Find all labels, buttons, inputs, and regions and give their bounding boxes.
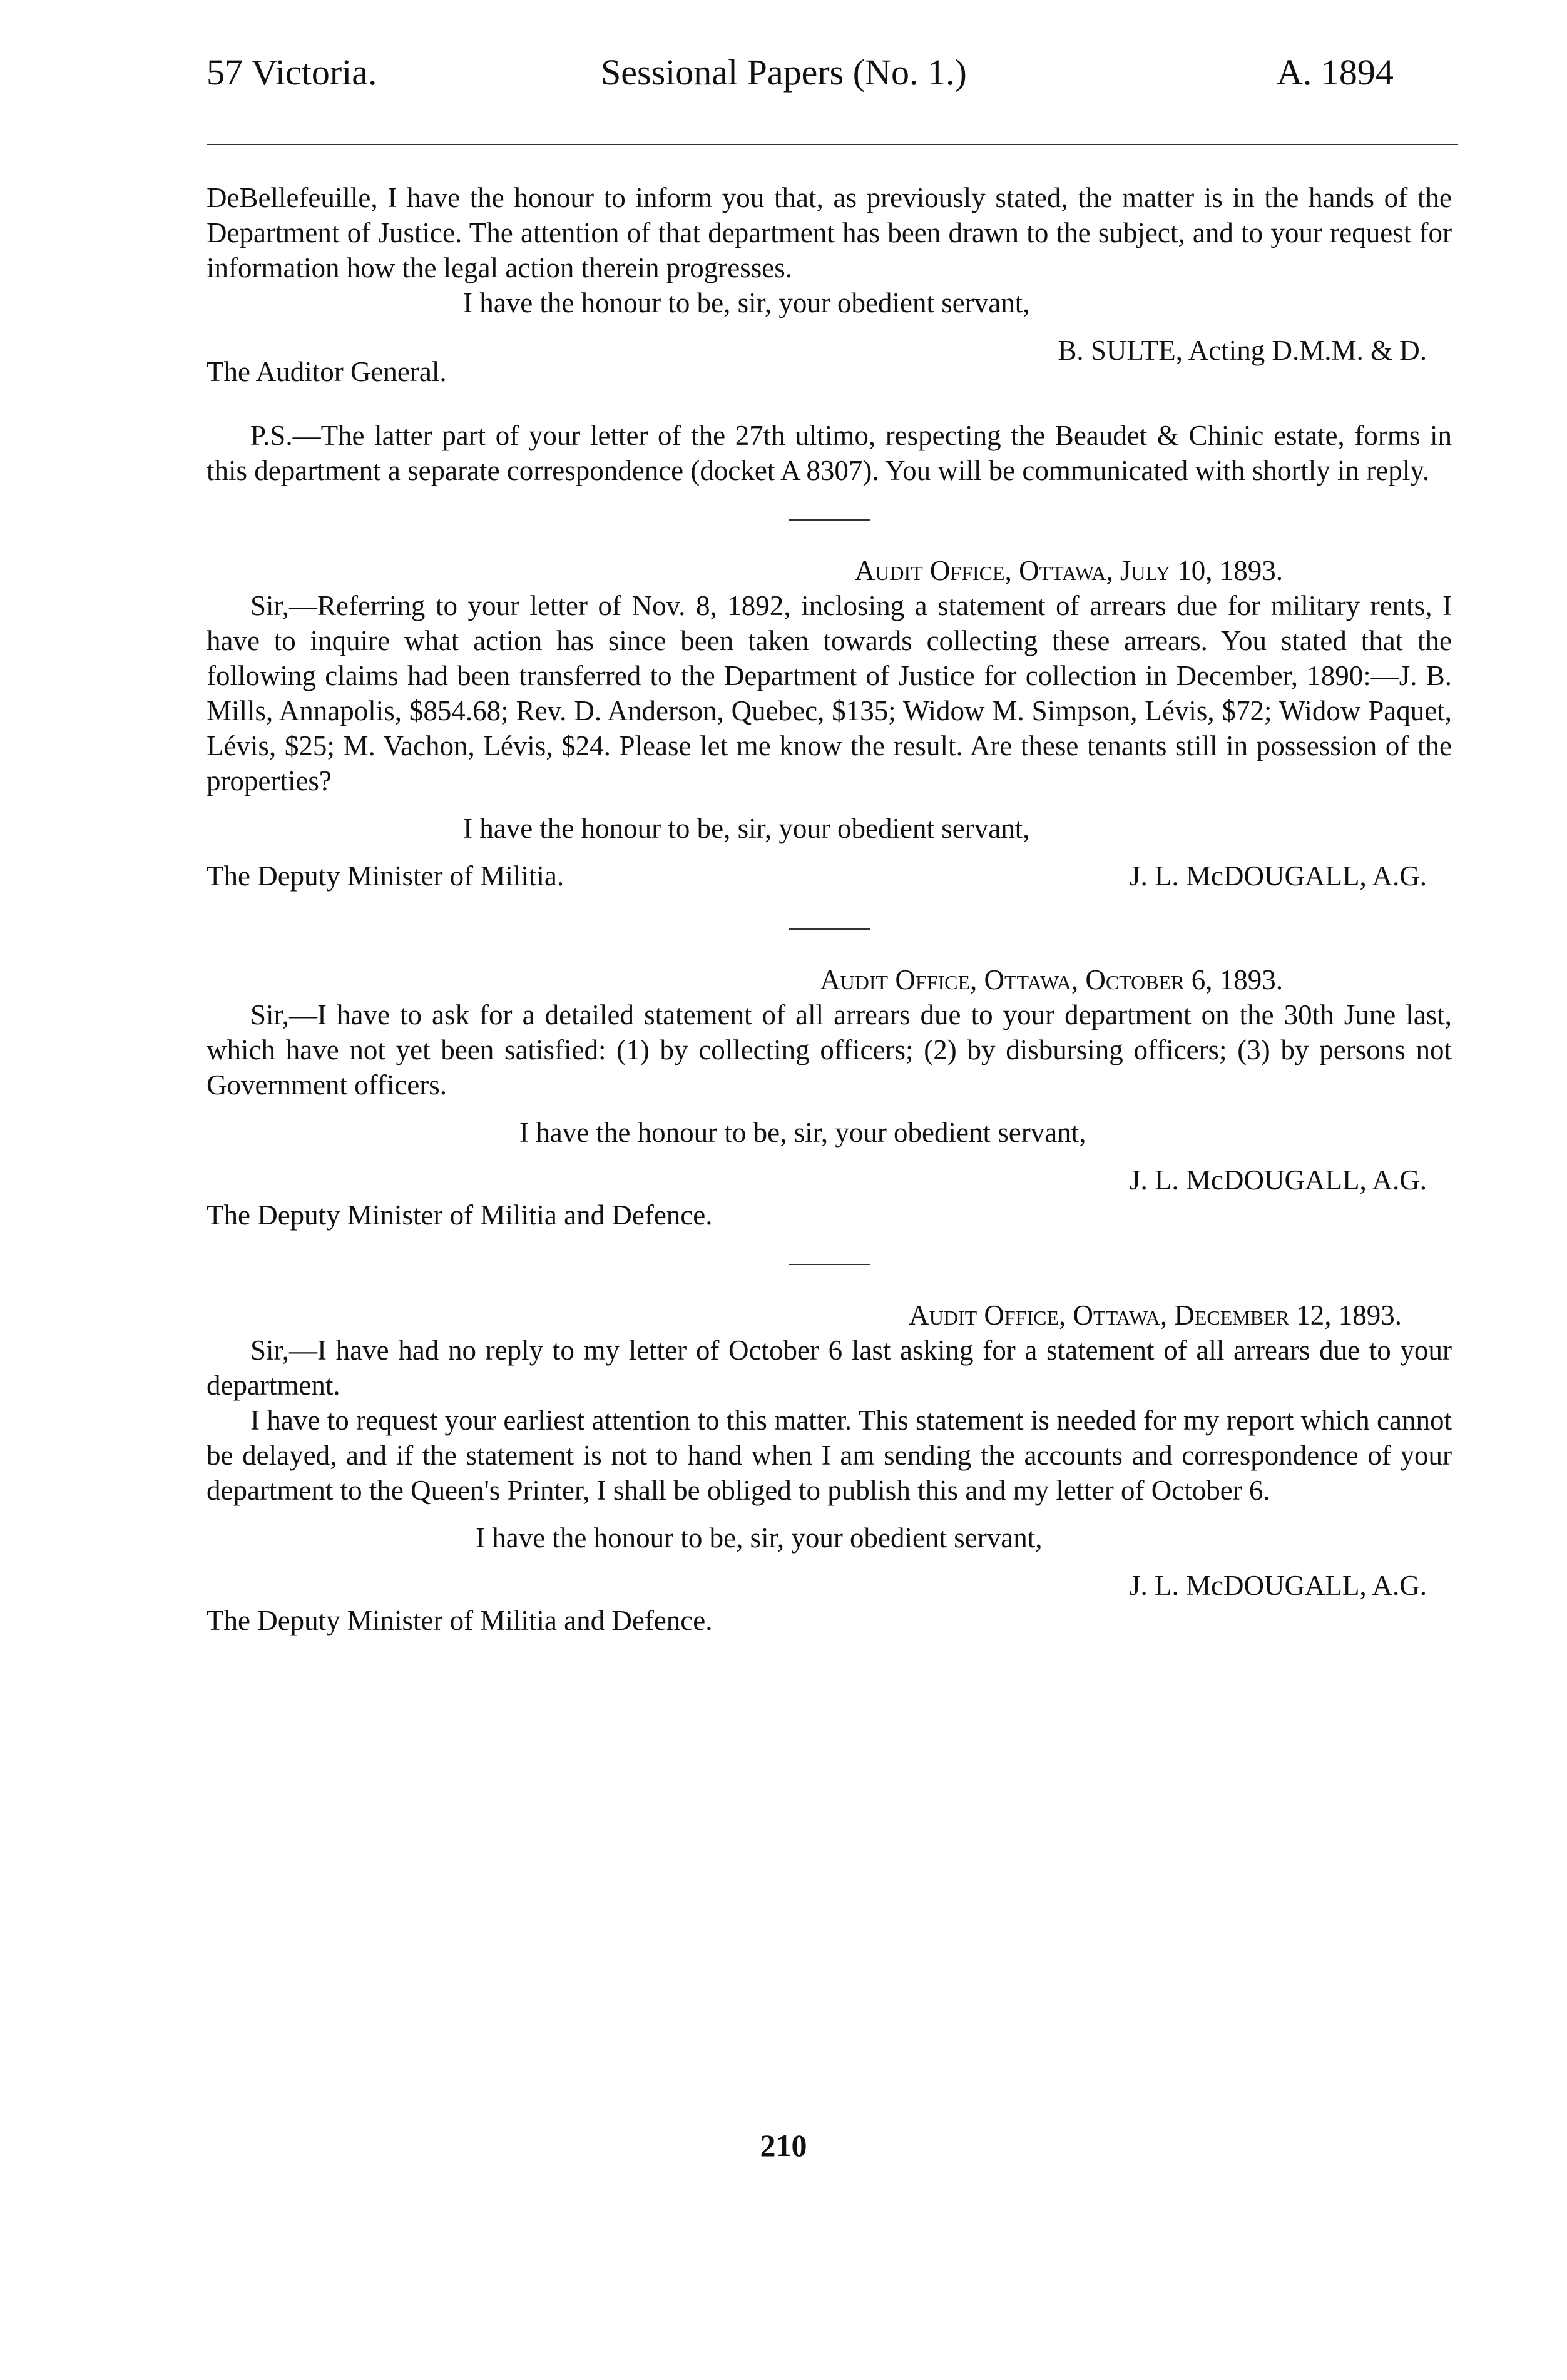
letter-addressee: The Auditor General.: [207, 356, 447, 387]
letter-addressee: The Deputy Minister of Militia and Defence.: [207, 1605, 713, 1636]
letter-body: Sir,—Referring to your letter of Nov. 8, 1892, inclosing a statement of arrears due for military rents, I have to inquire what action has since been taken towards collecting these arrears. You stated that the following claims had been transferred to the Department of Justice for collection in December, 1890:—J. B. Mills, Annapolis, $854.68; Rev. D. Anderson, Quebec, $135; Widow M. Simpson, Lévis, $72; Widow Paquet, Lévis, $25; M. Vachon, Lévis, $24. Please let me know the result. Are these tenants still in possession of the properties?: [207, 590, 1452, 796]
letter-body: Sir,—I have to ask for a detailed statement of all arrears due to your department on the 30th June last, which have not yet been satisfied: (1) by collecting officers; (2) by disbursing officers; (3) by persons not Government officers.: [207, 999, 1452, 1101]
letter-body: DeBellefeuille, I have the honour to inform you that, as previously stated, the matter is in the hands of the Department of Justice. The attention of that department has been drawn to the subject, and to your request for information how the legal action therein progresses.: [207, 182, 1452, 283]
letter-october-6: [207, 962, 1452, 1233]
letter-addressee: The Deputy Minister of Militia and Defence.: [207, 1199, 713, 1231]
header-volume: 57 Victoria.: [207, 52, 377, 93]
letter-addressee: The Deputy Minister of Militia.: [207, 860, 564, 892]
running-header: [207, 19, 1452, 125]
letter-july-10: [207, 553, 1452, 897]
letter-continuation: [207, 180, 1452, 488]
header-title: Sessional Papers (No. 1.): [601, 52, 967, 93]
letter-signature: B. SULTE, Acting D.M.M. & D.: [1058, 335, 1427, 366]
page-number: 210: [760, 2128, 807, 2163]
header-rule: [207, 144, 1458, 146]
letter-december-12: [207, 1298, 1452, 1638]
letter-closing: I have the honour to be, sir, your obedient servant,: [463, 813, 1030, 844]
letter-signature: J. L. McDOUGALL, A.G.: [1130, 860, 1427, 892]
letter-closing: I have the honour to be, sir, your obedient servant,: [476, 1522, 1043, 1554]
letter-closing: I have the honour to be, sir, your obedient servant,: [463, 287, 1030, 318]
letter-dateline: Audit Office, Ottawa, December 12, 1893.: [909, 1299, 1402, 1331]
letter-body: Sir,—I have had no reply to my letter of October 6 last asking for a statement of all arrears due to your department.: [207, 1335, 1452, 1401]
section-divider: [789, 1264, 870, 1265]
letter-signature: J. L. McDOUGALL, A.G.: [1130, 1164, 1427, 1196]
page-content: [207, 180, 1452, 1638]
letter-signature: J. L. McDOUGALL, A.G.: [1130, 1570, 1427, 1601]
section-divider: [789, 519, 870, 521]
letter-dateline: Audit Office, Ottawa, July 10, 1893.: [854, 555, 1283, 586]
letter-body: I have to request your earliest attention to this matter. This statement is needed for my report which cannot be delayed, and if the statement is not to hand when I am sending the accounts and correspondence of your department to the Queen's Printer, I shall be obliged to publish this and my letter of October 6.: [207, 1405, 1452, 1506]
letter-closing: I have the honour to be, sir, your obedient servant,: [519, 1117, 1086, 1148]
letter-dateline: Audit Office, Ottawa, October 6, 1893.: [820, 964, 1283, 995]
signature-row: [207, 858, 1452, 897]
section-divider: [789, 928, 870, 930]
letter-postscript: P.S.—The latter part of your letter of the 27th ultimo, respecting the Beaudet & Chinic estate, forms in this department a separate correspondence (docket A 8307). You will be communicated with shortly in reply.: [207, 420, 1452, 486]
header-year: A. 1894: [1277, 52, 1394, 93]
